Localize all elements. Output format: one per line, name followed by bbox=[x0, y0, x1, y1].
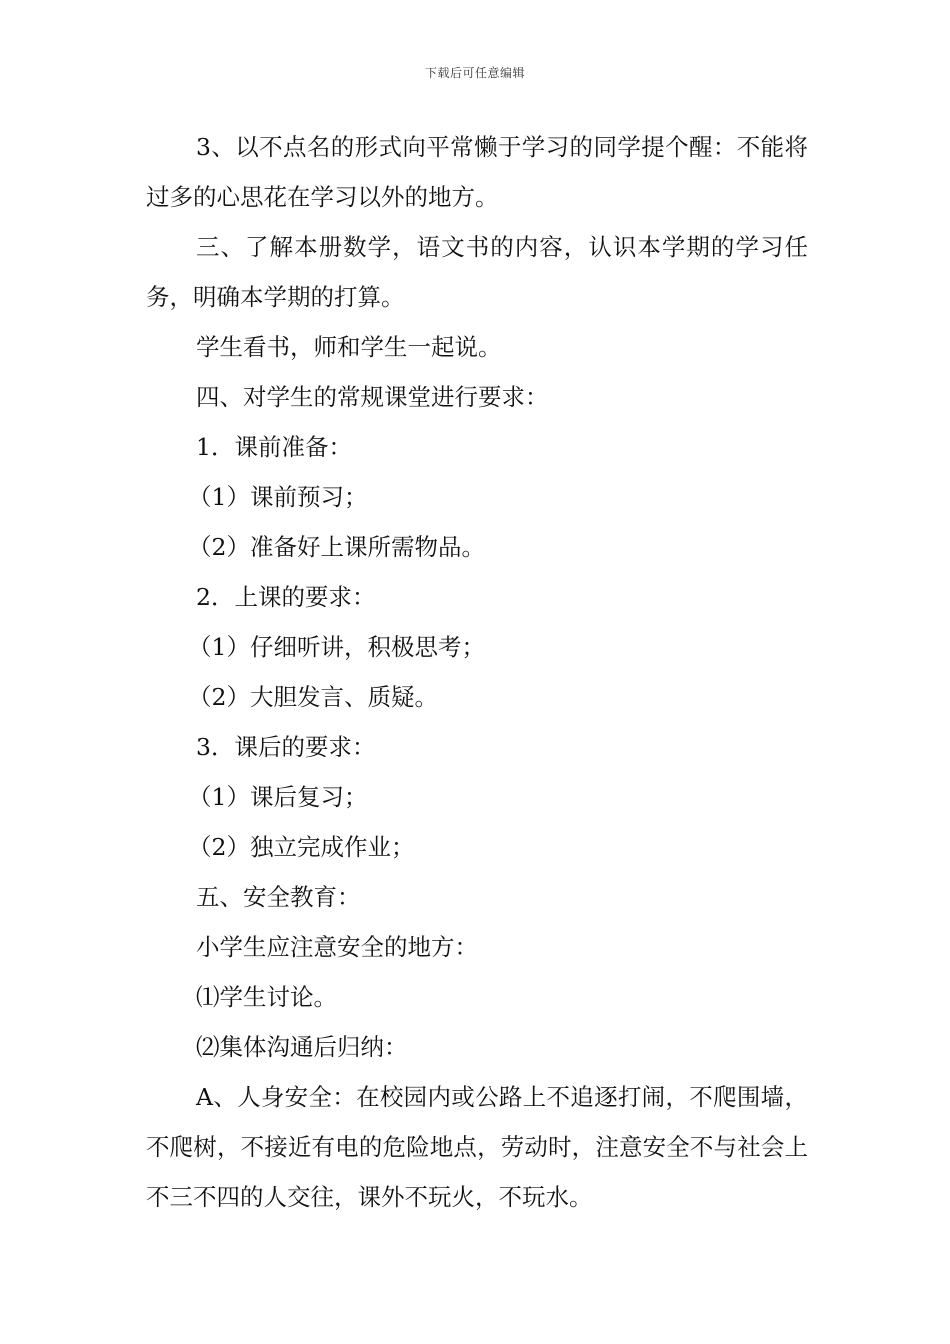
paragraph-section-three: 三、了解本册数学，语文书的内容，认识本学期的学习任务，明确本学期的打算。 bbox=[146, 233, 808, 311]
item-discussion: ⑴学生讨论。 bbox=[196, 983, 337, 1011]
page-header-note: 下载后可任意编辑 bbox=[424, 66, 525, 80]
heading-section-four: 四、对学生的常规课堂进行要求： bbox=[196, 383, 549, 411]
heading-section-five: 五、安全教育： bbox=[196, 883, 361, 911]
subitem-speak: （2）大胆发言、质疑。 bbox=[188, 683, 438, 711]
document-body bbox=[146, 122, 808, 1222]
paragraph-safety-places: 小学生应注意安全的地方： bbox=[196, 933, 478, 961]
paragraph-read-books: 学生看书，师和学生一起说。 bbox=[196, 333, 502, 361]
subitem-review: （1）课后复习； bbox=[188, 783, 368, 811]
paragraph-personal-safety: A、人身安全：在校园内或公路上不追逐打闹，不爬围墙，不爬树，不接近有电的危险地点，劳动时，注意安全不与社会上不三不四的人交往，课外不玩火，不玩水。 bbox=[146, 1083, 808, 1211]
item-after-class: 3．课后的要求： bbox=[196, 733, 376, 761]
item-summary: ⑵集体沟通后归纳： bbox=[196, 1033, 408, 1061]
subitem-prepare-items: （2）准备好上课所需物品。 bbox=[188, 533, 485, 561]
subitem-preview: （1）课前预习； bbox=[188, 483, 368, 511]
item-pre-class: 1．课前准备： bbox=[196, 433, 352, 461]
subitem-listen: （1）仔细听讲，积极思考； bbox=[188, 633, 485, 661]
subitem-homework: （2）独立完成作业； bbox=[188, 833, 415, 861]
paragraph-reminder: 3、以不点名的形式向平常懒于学习的同学提个醒：不能将过多的心思花在学习以外的地方。 bbox=[146, 133, 808, 211]
item-in-class: 2．上课的要求： bbox=[196, 583, 376, 611]
